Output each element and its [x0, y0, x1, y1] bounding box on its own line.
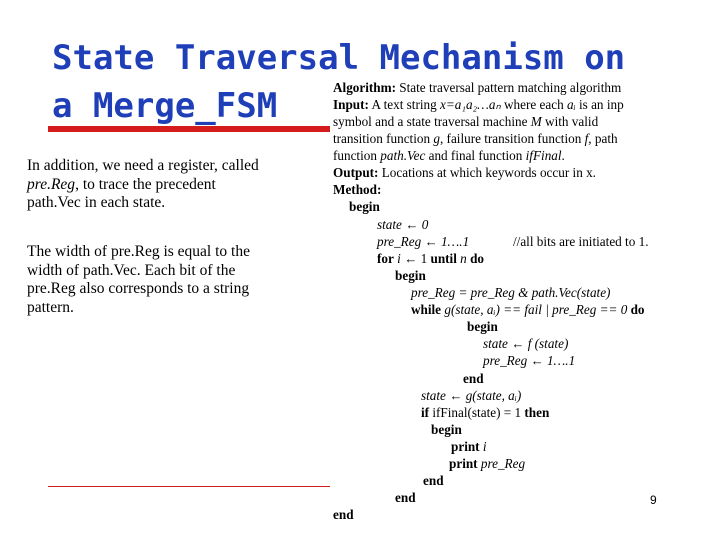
algo-line-for: for i ← 1 until n do: [377, 251, 484, 266]
algo-line-state-goto: state ← g(state, aᵢ): [421, 388, 522, 403]
algo-line-print-prereg: print pre_Reg: [449, 456, 526, 471]
page-number: 9: [650, 493, 657, 507]
title-underline-bar: [48, 126, 330, 132]
algo-line-prereg-and: pre_Reg = pre_Reg & path.Vec(state): [411, 285, 611, 300]
algo-line-while: while g(state, aᵢ) == fail | pre_Reg == 0 do: [411, 302, 645, 317]
slide-title-line-2: a Merge_FSM: [52, 86, 278, 126]
algo-line-input-3: transition function g, failure transition function f, path: [333, 131, 618, 146]
para2-line-1: The width of pre.Reg is equal to the: [27, 243, 250, 260]
algo-line-input-4: function path.Vec and final function ifFinal.: [333, 148, 565, 163]
algo-line-begin-4: begin: [431, 422, 462, 437]
slide-title-line-1: State Traversal Mechanism on: [52, 38, 626, 78]
para2-line-4: pattern.: [27, 298, 74, 316]
algo-line-state-fail: state ← f (state): [483, 336, 569, 351]
algo-line-algorithm: Algorithm: State traversal pattern matching algorithm: [333, 80, 622, 95]
footer-divider-line: [48, 486, 330, 487]
paragraph-pre-reg-width: [27, 243, 312, 317]
algo-line-method: Method:: [333, 182, 382, 197]
para1-text-1: In addition, we need a register, called: [27, 157, 259, 174]
algo-line-output: Output: Locations at which keywords occur in x.: [333, 165, 596, 180]
paragraph-pre-reg-intro: [27, 157, 312, 213]
para2-line-3: pre.Reg also corresponds to a string: [27, 280, 250, 297]
algo-line-begin-2: begin: [395, 268, 426, 283]
algo-line-end-2: end: [423, 473, 444, 488]
algo-line-state-init: state ← 0: [377, 217, 429, 232]
algo-line-print-i: print i: [451, 439, 487, 454]
algo-line-prereg-comment: //all bits are initiated to 1.: [513, 234, 649, 249]
algo-line-input-2: symbol and a state traversal machine M with valid: [333, 114, 599, 129]
algo-line-prereg-init: pre_Reg ← 1….1: [377, 234, 470, 249]
algo-line-end-1: end: [463, 371, 484, 386]
algo-line-if: if ifFinal(state) = 1 then: [421, 405, 550, 420]
para2-line-2: width of path.Vec. Each bit of the: [27, 261, 236, 279]
algo-line-begin-3: begin: [467, 319, 498, 334]
algo-line-end-3: end: [395, 490, 416, 505]
para1-text-3: , to trace the precedent: [75, 175, 216, 193]
algo-line-end-4: end: [333, 507, 354, 522]
para1-pre-reg-term: pre.Reg: [27, 175, 76, 193]
algo-line-input: Input: A text string x=a₁a₂…aₙ where each aᵢ is an inp: [333, 97, 624, 112]
algo-line-prereg-reset: pre_Reg ← 1….1: [483, 353, 576, 368]
algo-line-begin-1: begin: [349, 199, 380, 214]
algorithm-image: [330, 80, 720, 540]
para1-text-4: path.Vec in each state.: [27, 194, 166, 211]
